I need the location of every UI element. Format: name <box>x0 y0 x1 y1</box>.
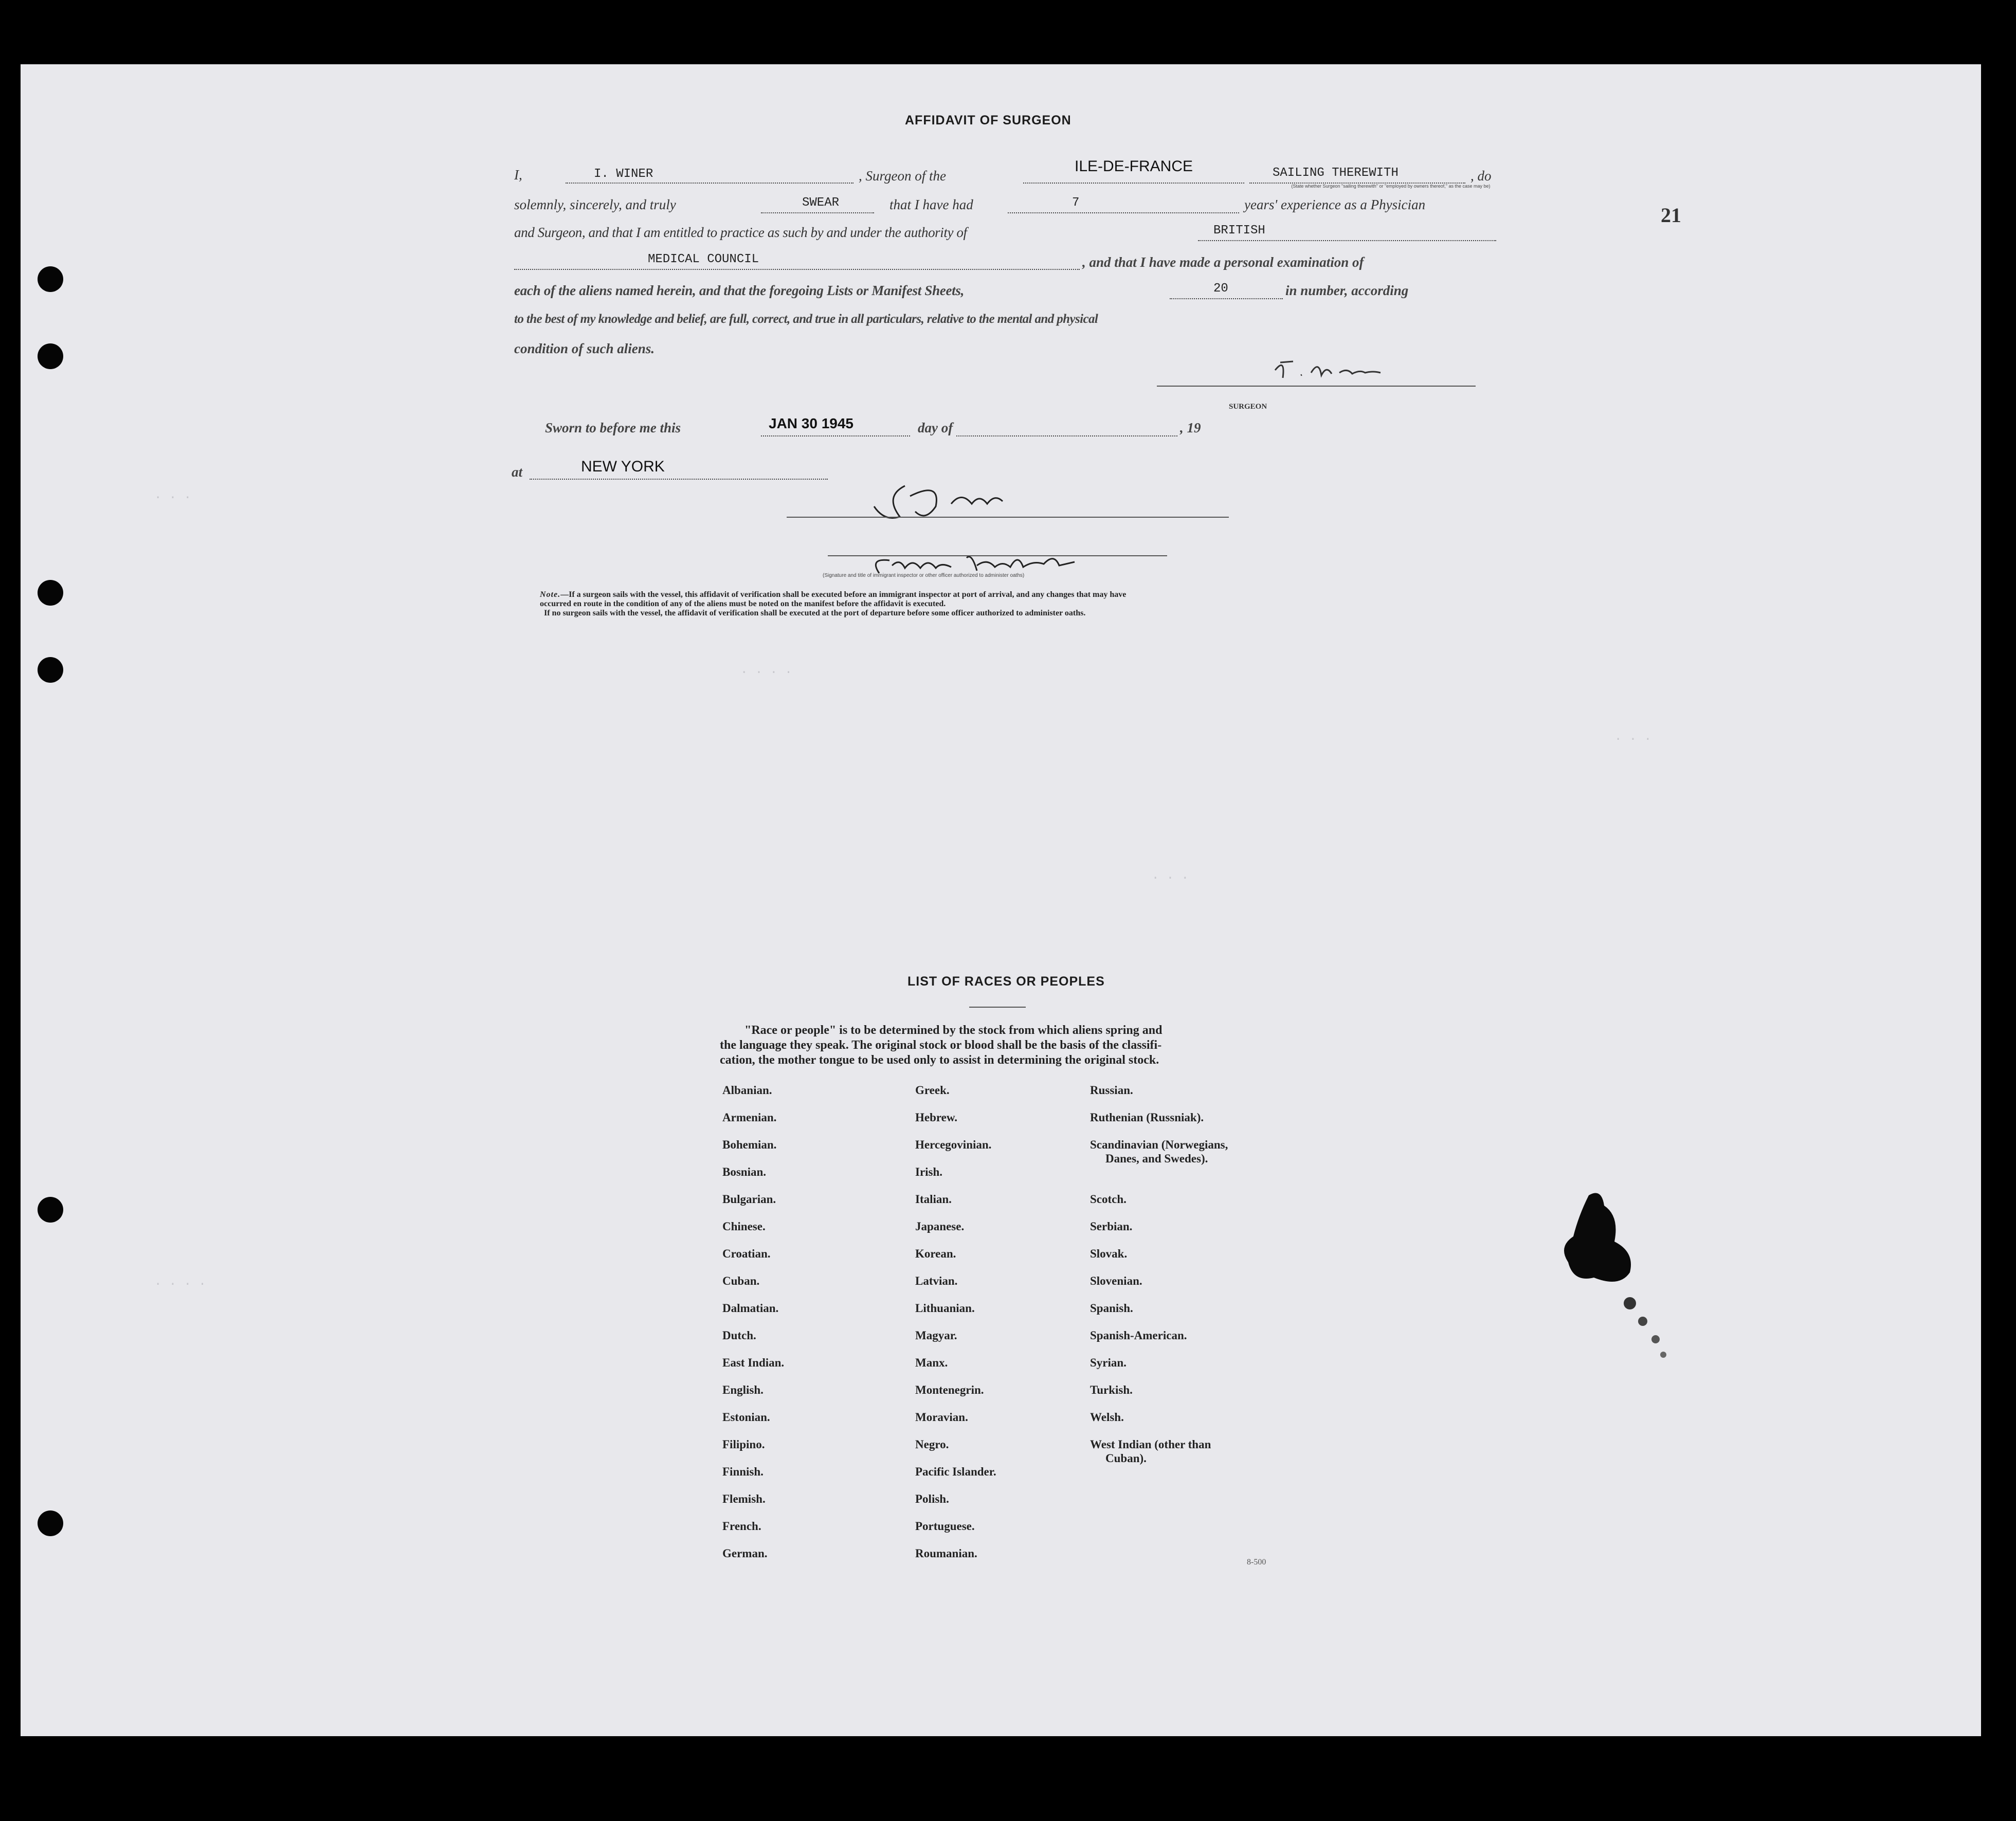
race-item: Turkish. <box>1090 1383 1133 1396</box>
oath-line <box>761 212 874 213</box>
bleed-through: · · · <box>154 491 192 505</box>
affidavit-title: AFFIDAVIT OF SURGEON <box>905 113 1071 128</box>
binder-hole <box>38 1510 63 1536</box>
race-item: Japanese. <box>915 1220 965 1233</box>
month-line <box>956 435 1177 436</box>
race-item: Cuban). <box>1105 1452 1147 1465</box>
note-line-2: occurred en route in the condition of any of the aliens must be noted on the manifest before the affidavit is executed. <box>540 599 946 608</box>
best-of-label: to the best of my knowledge and belief, are full, correct, and true in all particulars, relative to the mental and physical <box>514 312 1098 326</box>
surgeon-name: I. WINER <box>594 167 653 181</box>
place-value: NEW YORK <box>581 458 665 475</box>
race-item: Scotch. <box>1090 1193 1127 1206</box>
ink-blot <box>1553 1185 1707 1370</box>
race-item: Pacific Islander. <box>915 1465 996 1478</box>
binder-hole <box>38 580 63 606</box>
race-item: Roumanian. <box>915 1547 977 1560</box>
race-item: Albanian. <box>722 1084 772 1097</box>
surgeon-of-the-label: , Surgeon of the <box>859 168 946 184</box>
sheets-value: 20 <box>1213 282 1228 296</box>
race-item: Irish. <box>915 1166 943 1178</box>
form-code: 8-500 <box>1247 1558 1266 1567</box>
officer-signature <box>818 476 1260 589</box>
day-of-label: day of <box>918 420 953 435</box>
race-item: Filipino. <box>722 1438 765 1451</box>
race-item: Manx. <box>915 1356 948 1369</box>
race-item: Croatian. <box>722 1247 771 1260</box>
years-experience-label: years' experience as a Physician <box>1244 197 1426 212</box>
sailing-note: (State whether Surgeon "sailing therewith" or "employed by owners thereof," as the case may be) <box>1291 184 1491 189</box>
do-label: , do <box>1470 168 1492 184</box>
vessel-line <box>1023 183 1244 184</box>
race-item: Scandinavian (Norwegians, <box>1090 1138 1228 1151</box>
race-item: Bosnian. <box>722 1166 767 1178</box>
race-item: Russian. <box>1090 1084 1133 1097</box>
race-item: Hebrew. <box>915 1111 957 1124</box>
races-intro-line-2: the language they speak. The original stock or blood shall be the basis of the classifi- <box>720 1039 1162 1052</box>
document-sheet <box>21 64 1981 1736</box>
sworn-date-line <box>761 435 910 436</box>
race-item: Polish. <box>915 1492 949 1505</box>
race-item: Latvian. <box>915 1274 958 1287</box>
note-block <box>540 590 1126 618</box>
note-label: Note. <box>540 590 561 599</box>
authority-value-2: MEDICAL COUNCIL <box>648 252 759 266</box>
condition-label: condition of such aliens. <box>514 341 655 356</box>
note-line-3: If no surgeon sails with the vessel, the affidavit of verification shall be executed at the port of departure before some officer authorized to administer oaths. <box>544 609 1086 617</box>
surgeon-signature <box>1270 352 1393 388</box>
officer-caption: (Signature and title of immigrant inspector or other officer authorized to administer oaths) <box>823 573 1025 578</box>
race-item: Slovak. <box>1090 1247 1128 1260</box>
surgeon-name-line <box>566 183 853 184</box>
binder-hole <box>38 657 63 683</box>
sailing-status: SAILING THEREWITH <box>1273 166 1399 180</box>
bleed-through: · · · <box>1152 871 1189 885</box>
race-item: Finnish. <box>722 1465 764 1478</box>
race-item: Spanish. <box>1090 1302 1133 1315</box>
race-item: Hercegovinian. <box>915 1138 992 1151</box>
race-item: Dalmatian. <box>722 1302 779 1315</box>
officer-signature-line-2 <box>828 555 1167 556</box>
examination-label: , and that I have made a personal examination of <box>1082 254 1364 270</box>
surgeon-signature-line <box>1157 386 1476 387</box>
races-intro-line-1: "Race or people" is to be determined by the stock from which aliens spring and <box>744 1024 1163 1037</box>
race-item: Danes, and Swedes). <box>1105 1152 1208 1165</box>
race-item: Syrian. <box>1090 1356 1127 1369</box>
bleed-through: · · · <box>1614 733 1652 746</box>
race-item: Bulgarian. <box>722 1193 776 1206</box>
sheets-line <box>1170 298 1283 299</box>
race-item: Slovenian. <box>1090 1274 1142 1287</box>
race-item: Cuban. <box>722 1274 760 1287</box>
race-item: Portuguese. <box>915 1520 975 1533</box>
sworn-label: Sworn to before me this <box>545 420 681 435</box>
race-item: German. <box>722 1547 768 1560</box>
race-item: Magyar. <box>915 1329 957 1342</box>
in-number-label: in number, according <box>1285 283 1409 298</box>
race-item: Chinese. <box>722 1220 766 1233</box>
race-item: Moravian. <box>915 1411 968 1424</box>
race-item: West Indian (other than <box>1090 1438 1211 1451</box>
year-prefix-label: , 19 <box>1180 420 1201 435</box>
race-item: Negro. <box>915 1438 949 1451</box>
race-item: Dutch. <box>722 1329 756 1342</box>
races-intro <box>720 1023 1162 1068</box>
race-item: East Indian. <box>722 1356 785 1369</box>
note-line-1: —If a surgeon sails with the vessel, this affidavit of verification shall be executed before an immigrant inspector at port of arrival, and any changes that may have <box>560 590 1127 599</box>
authority-value-1: BRITISH <box>1213 224 1265 238</box>
race-item: Ruthenian (Russniak). <box>1090 1111 1204 1124</box>
races-intro-line-3: cation, the mother tongue to be used only to assist in determining the original stock. <box>720 1053 1159 1067</box>
bleed-through: · · · · <box>740 666 792 680</box>
race-item: Greek. <box>915 1084 950 1097</box>
years-value: 7 <box>1072 196 1080 210</box>
years-line <box>1008 212 1239 213</box>
oath-value: SWEAR <box>802 196 840 210</box>
race-item: French. <box>722 1520 761 1533</box>
race-item: Serbian. <box>1090 1220 1133 1233</box>
race-item: Korean. <box>915 1247 956 1260</box>
authority-line-2 <box>514 269 1080 270</box>
races-title: LIST OF RACES OR PEOPLES <box>907 974 1105 989</box>
surgeon-label: SURGEON <box>1229 403 1267 411</box>
binder-hole <box>38 266 63 292</box>
page-number: 21 <box>1661 204 1681 227</box>
place-line <box>530 479 828 480</box>
race-item: Estonian. <box>722 1411 770 1424</box>
race-item: Italian. <box>915 1193 952 1206</box>
officer-signature-line-1 <box>787 517 1229 518</box>
binder-hole <box>38 343 63 369</box>
race-item: Lithuanian. <box>915 1302 975 1315</box>
and-surgeon-label: and Surgeon, and that I am entitled to practice as such by and under the authority of <box>514 225 967 240</box>
races-title-rule <box>969 1007 1026 1008</box>
race-item: Bohemian. <box>722 1138 777 1151</box>
affidavit-i: I, <box>514 167 522 183</box>
authority-line-1 <box>1198 240 1496 241</box>
vessel-name: ILE-DE-FRANCE <box>1075 158 1193 175</box>
race-item: Montenegrin. <box>915 1383 984 1396</box>
solemnly-label: solemnly, sincerely, and truly <box>514 197 676 212</box>
race-item: Armenian. <box>722 1111 777 1124</box>
race-item: Welsh. <box>1090 1411 1124 1424</box>
bleed-through: · · · · <box>154 1278 206 1291</box>
binder-hole <box>38 1197 63 1223</box>
that-i-have-had-label: that I have had <box>889 197 973 212</box>
race-item: Spanish-American. <box>1090 1329 1187 1342</box>
each-of-label: each of the aliens named herein, and that the foregoing Lists or Manifest Sheets, <box>514 283 965 298</box>
at-label: at <box>512 464 523 480</box>
sworn-date: JAN 30 1945 <box>769 415 854 431</box>
race-item: Flemish. <box>722 1492 766 1505</box>
race-item: English. <box>722 1383 764 1396</box>
